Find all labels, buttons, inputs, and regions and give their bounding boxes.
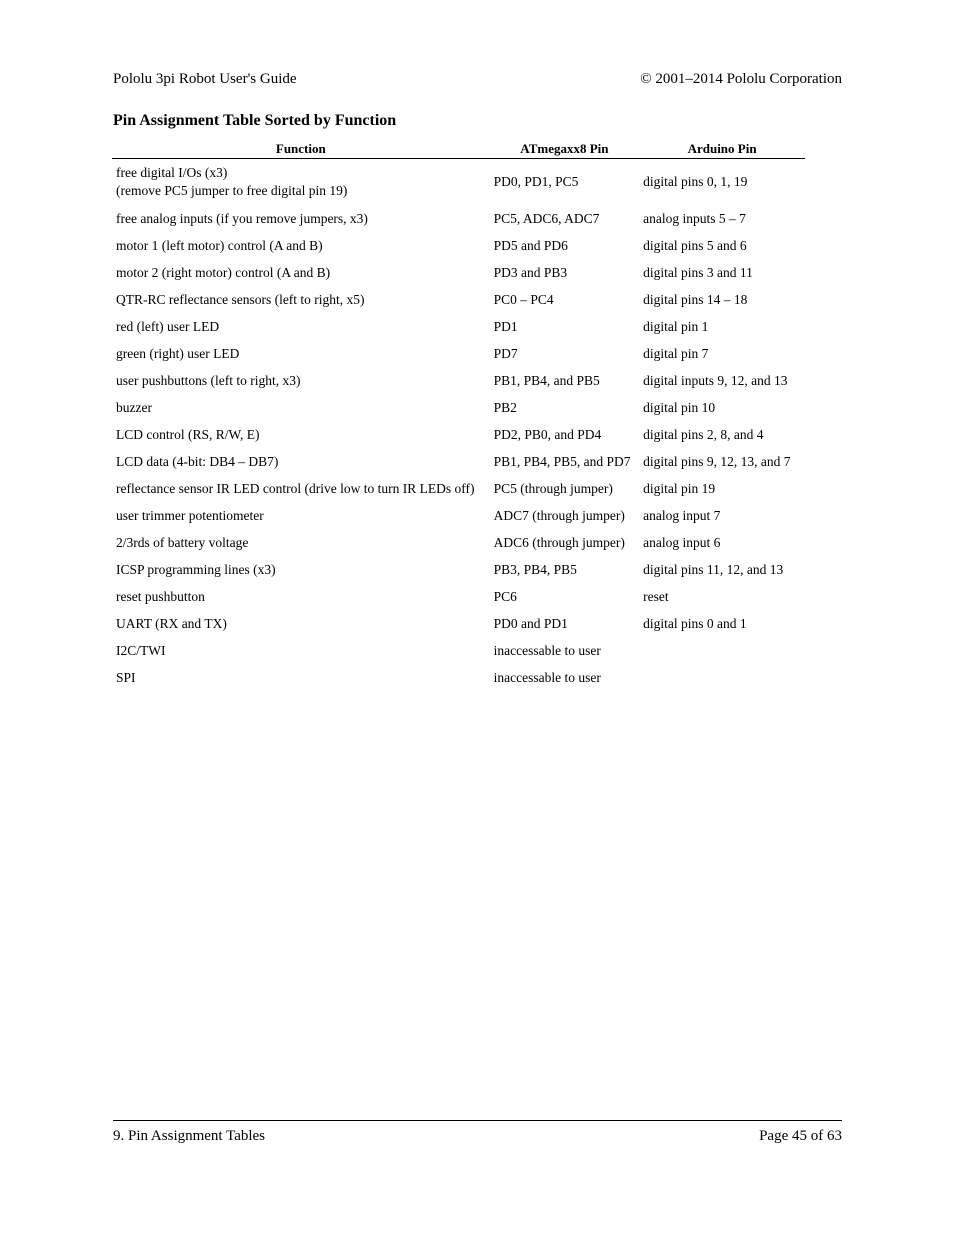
footer-divider (113, 1120, 842, 1121)
document-title: Pololu 3pi Robot User's Guide (113, 71, 297, 87)
function-cell: reset pushbutton (116, 588, 205, 604)
chapter-title: 9. Pin Assignment Tables (113, 1128, 266, 1144)
page-header (113, 69, 842, 89)
atmega-pin-cell: PB1, PB4, PB5, and PD7 (493, 453, 631, 469)
table-row (112, 232, 805, 259)
function-cell: motor 2 (right motor) control (A and B) (116, 264, 331, 280)
atmega-pin-cell: PD3 and PB3 (493, 264, 568, 280)
atmega-pin-cell: PC0 – PC4 (493, 291, 554, 307)
table-row (112, 205, 805, 232)
column-header-arduino-pin: Arduino Pin (639, 139, 805, 159)
table-row (112, 259, 805, 286)
table-row (112, 159, 805, 206)
function-cell: SPI (116, 669, 136, 685)
arduino-pin-cell: digital pins 3 and 11 (643, 264, 753, 280)
table-row (112, 421, 805, 448)
atmega-pin-cell: inaccessable to user (493, 642, 601, 658)
table-row (112, 286, 805, 313)
atmega-pin-cell: PB2 (493, 399, 517, 415)
arduino-pin-cell: digital pins 5 and 6 (643, 237, 747, 253)
section-title: Pin Assignment Table Sorted by Function (113, 112, 397, 129)
table-row (112, 664, 805, 691)
table-row (112, 313, 805, 340)
atmega-pin-cell: PB1, PB4, and PB5 (493, 372, 600, 388)
atmega-pin-cell: inaccessable to user (493, 669, 601, 685)
arduino-pin-cell: digital pin 10 (643, 399, 716, 415)
atmega-pin-cell: PD5 and PD6 (493, 237, 568, 253)
page-footer (113, 1126, 842, 1146)
arduino-pin-cell: digital inputs 9, 12, and 13 (643, 372, 788, 388)
arduino-pin-cell: digital pin 1 (643, 318, 709, 334)
table-row (112, 637, 805, 664)
arduino-pin-cell: digital pin 19 (643, 480, 716, 496)
function-cell: buzzer (116, 399, 152, 415)
table-row (112, 367, 805, 394)
arduino-pin-cell (639, 637, 805, 664)
atmega-pin-cell: PD1 (493, 318, 518, 334)
table-header-row (112, 139, 805, 159)
atmega-pin-cell: ADC7 (through jumper) (493, 507, 625, 523)
arduino-pin-cell: digital pins 2, 8, and 4 (643, 426, 764, 442)
function-cell: 2/3rds of battery voltage (116, 534, 249, 550)
function-cell: reflectance sensor IR LED control (drive low to turn IR LEDs off) (116, 480, 475, 496)
atmega-pin-cell: PB3, PB4, PB5 (493, 561, 577, 577)
function-cell (112, 159, 490, 206)
function-cell: UART (RX and TX) (116, 615, 227, 631)
arduino-pin-cell: digital pins 9, 12, 13, and 7 (643, 453, 791, 469)
function-cell: motor 1 (left motor) control (A and B) (116, 237, 323, 253)
function-cell: ICSP programming lines (x3) (116, 561, 276, 577)
table-row (112, 502, 805, 529)
function-cell: QTR-RC reflectance sensors (left to right, x5) (116, 291, 365, 307)
arduino-pin-cell: digital pin 7 (643, 345, 709, 361)
column-header-atmega-pin: ATmegaxx8 Pin (490, 139, 640, 159)
atmega-pin-cell: PD0 and PD1 (493, 615, 568, 631)
table-row (112, 394, 805, 421)
arduino-pin-cell: digital pins 0, 1, 19 (643, 174, 748, 189)
function-cell: red (left) user LED (116, 318, 220, 334)
page-number: Page 45 of 63 (759, 1128, 842, 1144)
function-cell: free analog inputs (if you remove jumpers, x3) (116, 210, 368, 226)
function-cell: user trimmer potentiometer (116, 507, 264, 523)
arduino-pin-cell (639, 664, 805, 691)
atmega-pin-cell: PC5 (through jumper) (493, 480, 613, 496)
atmega-pin-cell: PD2, PB0, and PD4 (493, 426, 602, 442)
function-cell: green (right) user LED (116, 345, 240, 361)
atmega-pin-cell: ADC6 (through jumper) (493, 534, 625, 550)
table-row (112, 610, 805, 637)
column-header-function: Function (112, 139, 490, 159)
arduino-pin-cell: analog input 7 (643, 507, 721, 523)
arduino-pin-cell: digital pins 14 – 18 (643, 291, 748, 307)
table-row (112, 475, 805, 502)
arduino-pin-cell: reset (643, 588, 669, 604)
pin-assignment-table (112, 139, 805, 691)
atmega-pin-cell: PC6 (493, 588, 517, 604)
arduino-pin-cell: analog input 6 (643, 534, 721, 550)
function-cell: user pushbuttons (left to right, x3) (116, 372, 301, 388)
table-row (112, 556, 805, 583)
table-row (112, 529, 805, 556)
function-cell: LCD control (RS, R/W, E) (116, 426, 260, 442)
atmega-pin-cell: PC5, ADC6, ADC7 (493, 210, 600, 226)
function-cell: I2C/TWI (116, 642, 166, 658)
table-row (112, 340, 805, 367)
arduino-pin-cell: digital pins 0 and 1 (643, 615, 747, 631)
function-note: (remove PC5 jumper to free digital pin 19) (116, 183, 348, 198)
table-row (112, 583, 805, 610)
arduino-pin-cell: digital pins 11, 12, and 13 (643, 561, 784, 577)
table-row (112, 448, 805, 475)
copyright: © 2001–2014 Pololu Corporation (640, 71, 842, 87)
atmega-pin-cell: PD7 (493, 345, 518, 361)
function-line: free digital I/Os (x3) (116, 165, 228, 180)
arduino-pin-cell: analog inputs 5 – 7 (643, 210, 746, 226)
function-cell: LCD data (4-bit: DB4 – DB7) (116, 453, 279, 469)
atmega-pin-cell: PD0, PD1, PC5 (493, 174, 579, 189)
